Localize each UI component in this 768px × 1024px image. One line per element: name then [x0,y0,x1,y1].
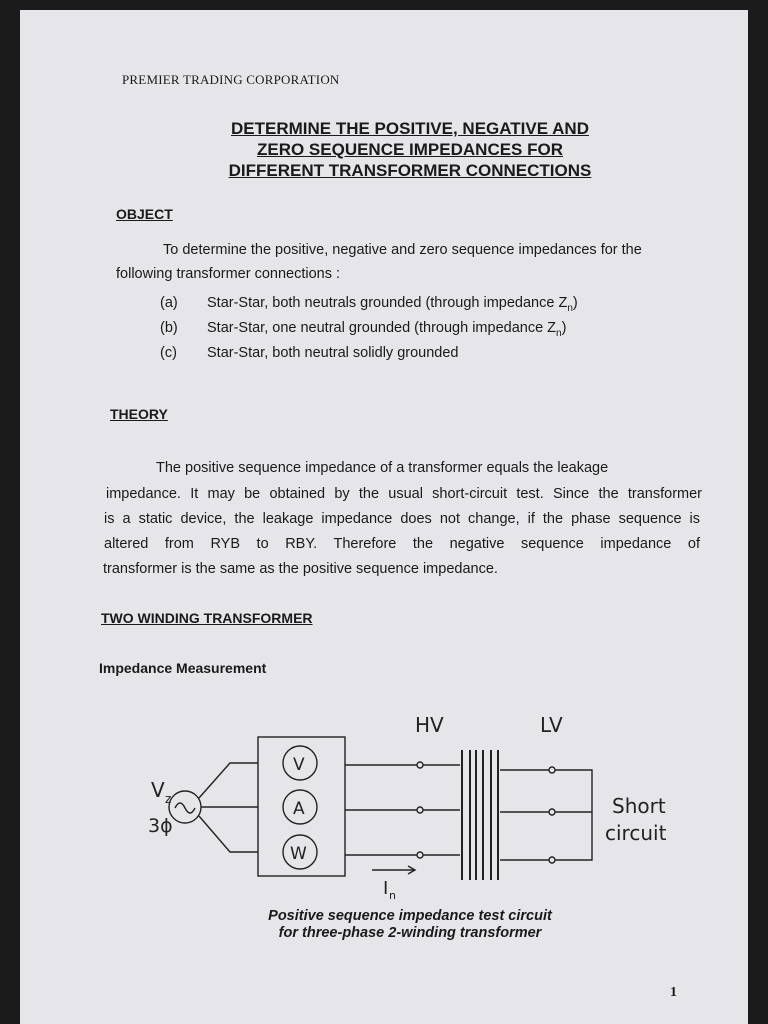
source-voltage-sub: z [165,792,172,806]
lv-label: LV [540,713,563,737]
object-intro-line-1: To determine the positive, negative and zero sequence impedances for the [163,242,642,258]
wattmeter-label: W [290,844,307,864]
ac-source-wave [175,803,195,813]
object-item-a-marker: (a) [160,295,178,311]
theory-line-3: is a static device, the leakage impedance does not change, if the phase sequence is [104,511,700,527]
document-page [20,10,748,1024]
company-header: PREMIER TRADING CORPORATION [122,72,340,87]
title-line-3: DIFFERENT TRANSFORMER CONNECTIONS [228,161,592,180]
ammeter-label: A [293,799,305,819]
circuit-label: circuit [605,821,667,845]
object-item-c-marker: (c) [160,345,177,361]
current-sub: n [389,889,396,902]
figure-caption [220,908,600,942]
theory-heading: THEORY [110,406,168,422]
caption-line-2: for three-phase 2-winding transformer [278,925,542,941]
source-voltage-label: V [151,778,165,802]
voltmeter-label: V [293,755,305,775]
object-item-b-tail: ) [561,320,567,336]
object-item-a-text: Star-Star, both neutrals grounded (through impedance Z [207,295,568,311]
object-heading: OBJECT [116,206,173,222]
object-item-b [207,320,566,339]
impedance-measurement-subheading: Impedance Measurement [99,660,267,676]
object-item-c-text: Star-Star, both neutral solidly grounded [207,345,459,361]
object-item-b-marker: (b) [160,320,178,336]
object-item-a-sub: n [567,302,573,314]
object-item-b-sub: n [556,327,562,339]
object-intro-line-2: following transformer connections : [116,266,341,282]
test-circuit-diagram [115,700,675,905]
page-title [180,118,640,181]
page-number: 1 [670,985,677,1000]
hv-label: HV [415,713,444,737]
theory-line-2: impedance. It may be obtained by the usual short-circuit test. Since the transformer [106,486,702,502]
current-label: I [383,878,389,899]
title-line-1: DETERMINE THE POSITIVE, NEGATIVE AND [231,119,589,138]
short-label: Short [612,794,666,818]
object-item-b-text: Star-Star, one neutral grounded (through impedance Z [207,320,557,336]
object-item-a [207,295,578,314]
theory-line-4: altered from RYB to RBY. Therefore the negative sequence impedance of [104,536,700,552]
phase-label: 3ϕ [148,815,173,837]
caption-line-1: Positive sequence impedance test circuit [268,908,552,924]
theory-line-1: The positive sequence impedance of a transformer equals the leakage [156,460,609,476]
object-item-a-tail: ) [572,295,578,311]
title-line-2: ZERO SEQUENCE IMPEDANCES FOR [256,140,564,159]
two-winding-heading: TWO WINDING TRANSFORMER [101,610,313,626]
theory-line-5: transformer is the same as the positive sequence impedance. [103,561,498,577]
